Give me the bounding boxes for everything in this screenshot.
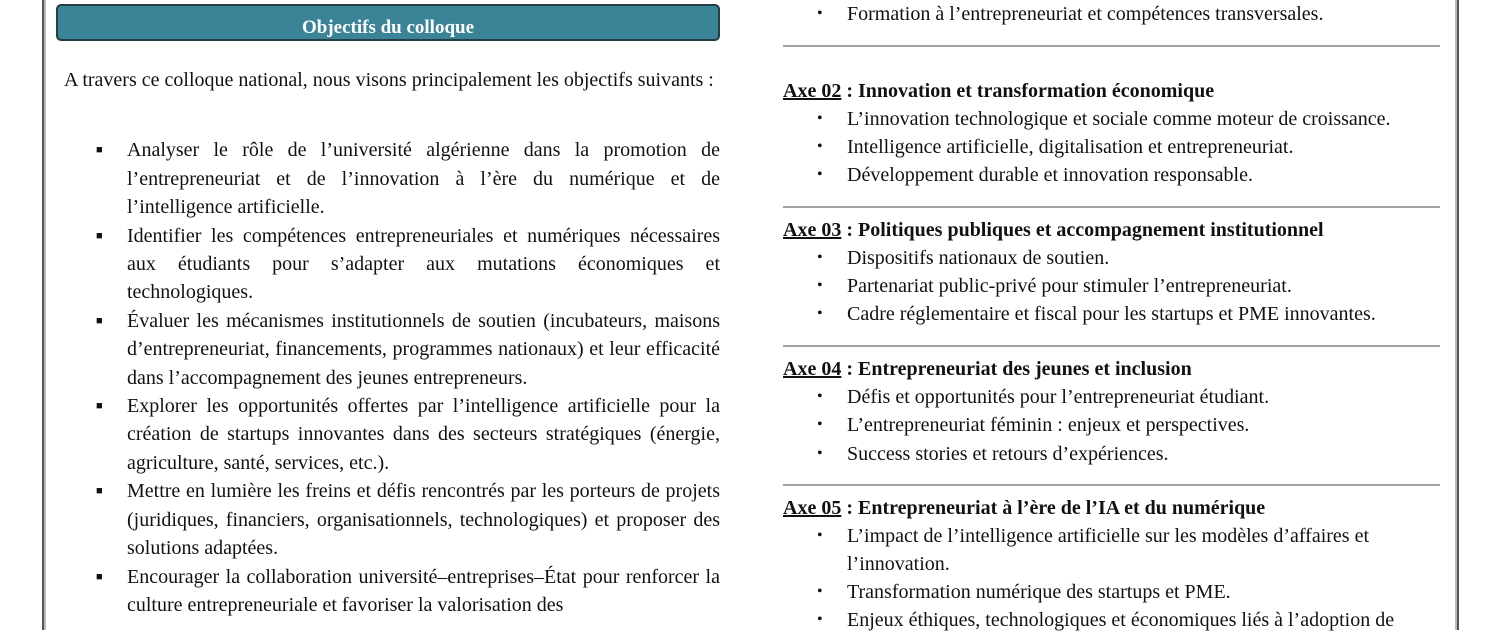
axe-05: [783, 494, 1440, 635]
axe-number: Axe 02: [783, 80, 842, 102]
item-text: Intelligence artificielle, digitalisation et entrepreneuriat.: [847, 136, 1294, 159]
dot-bullet-icon: •: [817, 110, 823, 127]
item-text: Défis et opportunités pour l’entrepreneuriat étudiant.: [847, 386, 1270, 409]
divider: [783, 345, 1440, 347]
objective-item: [56, 392, 720, 477]
item-text: Cadre réglementaire et fiscal pour les startups et PME innovantes.: [847, 303, 1376, 326]
axe-heading: : Innovation et transformation économique: [841, 80, 1215, 102]
item-text: Dispositifs nationaux de soutien.: [847, 246, 1110, 269]
axe-title: [783, 216, 1440, 244]
axe-01-last-item: [783, 0, 1440, 30]
objective-item: [56, 307, 720, 392]
axe-03: [783, 216, 1440, 329]
axes-column: [783, 0, 1440, 635]
intro-paragraph: A travers ce colloque national, nous visons principalement les objectifs suivants :: [64, 69, 714, 91]
objective-item: [56, 563, 720, 620]
item-text: L’entrepreneuriat féminin : enjeux et perspectives.: [847, 414, 1250, 437]
dot-bullet-icon: •: [817, 526, 823, 544]
page-border-left: [42, 0, 44, 630]
objectives-list: [56, 136, 720, 619]
divider: [783, 206, 1440, 208]
axe-04: [783, 355, 1440, 468]
axe-item: [783, 606, 1440, 634]
axe-item: [783, 161, 1440, 189]
item-text: Transformation numérique des startups et PME.: [847, 581, 1231, 604]
axe-item: [783, 578, 1440, 606]
axe-item: [783, 383, 1440, 411]
dot-bullet-icon: •: [817, 611, 823, 629]
item-text: Développement durable et innovation responsable.: [847, 164, 1253, 187]
axe-number: Axe 05: [783, 496, 842, 519]
section-header: [56, 4, 720, 41]
objective-item: [56, 477, 720, 562]
item-text: L’innovation technologique et sociale comme moteur de croissance.: [847, 108, 1391, 130]
axe-number: Axe 04: [783, 358, 842, 381]
axe-items: [783, 244, 1440, 329]
square-bullet-icon: ■: [96, 229, 103, 242]
axe-item: [783, 244, 1440, 272]
objectives-column: [56, 4, 722, 619]
axe-item: [783, 105, 1440, 133]
divider: [783, 45, 1440, 47]
objective-text: Mettre en lumière les freins et défis rencontrés par les porteurs de projets (juridiques, financiers, organisationnels, technologiques) et proposer des solutions adaptées.: [127, 480, 720, 560]
axe-heading: : Politiques publiques et accompagnement institutionnel: [841, 218, 1324, 241]
axe-items: [783, 105, 1440, 190]
axe-item: [783, 411, 1440, 439]
axe-heading: : Entrepreneuriat des jeunes et inclusion: [841, 358, 1192, 381]
axe-heading: : Entrepreneuriat à l’ère de l’IA et du numérique: [841, 496, 1266, 519]
dot-bullet-icon: •: [817, 5, 823, 22]
axe-item: [783, 272, 1440, 300]
dot-bullet-icon: •: [817, 305, 823, 323]
dot-bullet-icon: •: [817, 388, 823, 406]
axe-item: [783, 440, 1440, 468]
dot-bullet-icon: •: [817, 138, 823, 156]
square-bullet-icon: ■: [96, 570, 103, 583]
axe-items: [783, 522, 1440, 635]
item-text: Enjeux éthiques, technologiques et économiques liés à l’adoption de: [847, 609, 1395, 632]
dot-bullet-icon: •: [817, 166, 823, 184]
axe-title: [783, 494, 1440, 522]
objective-text: Explorer les opportunités offertes par l’intelligence artificielle pour la création de startups innovantes dans des secteurs stratégiques (énergie, agriculture, santé, services, etc.).: [127, 395, 720, 474]
objective-text: Analyser le rôle de l’université algérienne dans la promotion de l’entrepreneuriat et de l’innovation à l’ère du numérique et de l’intelligence artificielle.: [127, 139, 720, 219]
page-border-right: [1457, 0, 1459, 630]
square-bullet-icon: ■: [96, 400, 103, 413]
dot-bullet-icon: •: [817, 248, 823, 266]
objective-item: [56, 222, 720, 307]
axe-number: Axe 03: [783, 218, 842, 241]
axe-title: [783, 355, 1440, 383]
square-bullet-icon: ■: [96, 314, 103, 327]
square-bullet-icon: ■: [96, 485, 103, 498]
square-bullet-icon: ■: [96, 144, 103, 157]
axe-item: [783, 133, 1440, 161]
objective-text: Évaluer les mécanismes institutionnels de soutien (incubateurs, maisons d’entrepreneuriat, financements, programmes nationaux) et leur efficacité dans l’accompagnement des jeunes entrepreneurs.: [127, 309, 720, 389]
dot-bullet-icon: •: [817, 276, 823, 294]
objective-text: Encourager la collaboration université–entreprises–État pour renforcer la culture entrepreneuriale et favoriser la valorisation des: [127, 565, 720, 616]
axe-items: [783, 383, 1440, 468]
objective-item: [56, 136, 720, 221]
axe-title: [783, 77, 1440, 105]
divider: [783, 484, 1440, 486]
dot-bullet-icon: •: [817, 444, 823, 462]
section-header-title: Objectifs du colloque: [301, 17, 475, 38]
item-text: Formation à l’entrepreneuriat et compétences transversales.: [847, 3, 1324, 25]
item-text: Success stories et retours d’expériences.: [847, 442, 1169, 465]
dot-bullet-icon: •: [817, 416, 823, 434]
dot-bullet-icon: •: [817, 583, 823, 601]
item-text: L’impact de l’intelligence artificielle sur les modèles d’affaires et l’innovation.: [847, 524, 1370, 576]
axe-item: [783, 522, 1440, 578]
axe-02: [783, 77, 1440, 190]
axe-item: [783, 300, 1440, 328]
objective-text: Identifier les compétences entrepreneuriales et numériques nécessaires aux étudiants pour s’adapter aux mutations économiques et technologiques.: [127, 224, 720, 304]
item-text: Partenariat public-privé pour stimuler l’entrepreneuriat.: [847, 274, 1292, 297]
